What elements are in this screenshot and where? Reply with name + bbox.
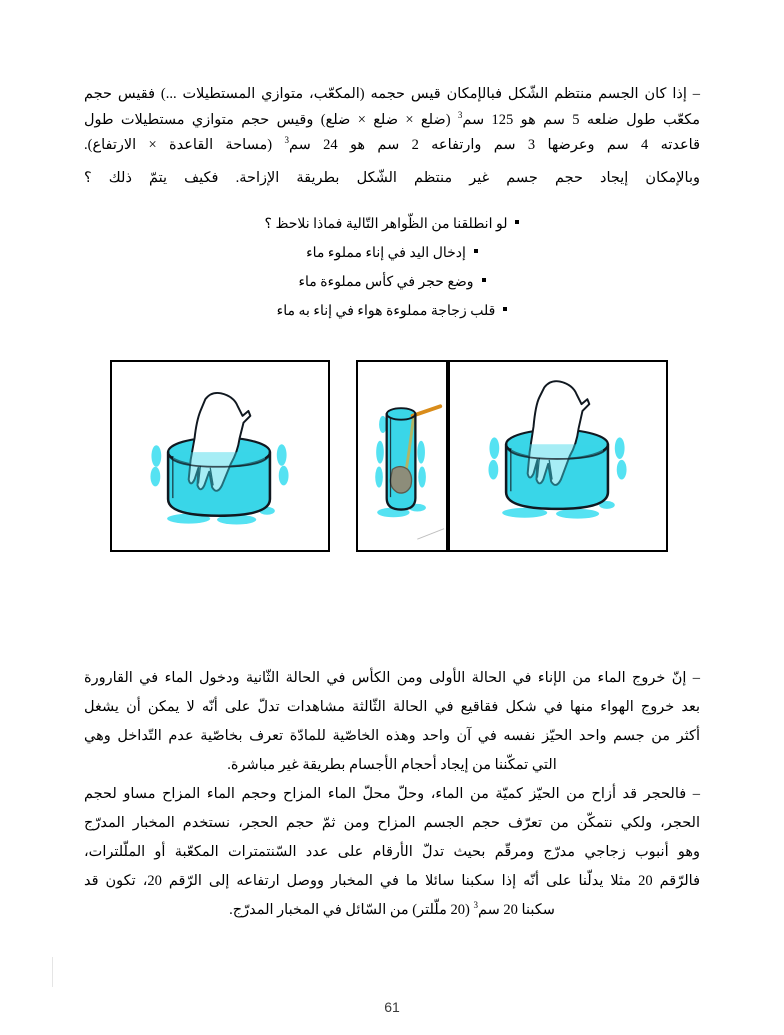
- phenomenon-label: لو انطلقنا من الظّواهر التّالية فماذا نلاحظ ؟: [264, 217, 508, 232]
- page-number: 61: [384, 999, 400, 1015]
- intro-line-2: مكعّب طول ضلعه 5 سم هو 125 سم$^3$ (ضلع × ضلع × ضلع) وقيس حجم متوازي مستطيلات طول: [84, 109, 700, 128]
- list-item: [84, 212, 700, 237]
- list-item: [84, 299, 700, 324]
- list-item: [84, 241, 700, 266]
- explanation-line-7: وهو أنبوب زجاجي مدرّج ومرقّم بحيث تدلّ الأرقام على عدد السّنتمترات المكعّبة أو الملّلترات،: [84, 844, 700, 860]
- explanation-line-3: أكثر من جسم واحد الحيّز نفسه في آن واحد وهذه الخاصّية للمادّة تعرف بخاصّية عدم التّداخل وهي: [84, 728, 700, 744]
- phenomenon-label: وضع حجر في كأس مملوءة ماء: [298, 275, 474, 290]
- figure-panel-stone-in-glass: [356, 360, 448, 552]
- explanation-line-8: فالرّقم 20 مثلا يدلّنا على أنّه إذا سكبنا سائلا ما في المخبار ووصل ارتفاعه إلى الرّقم 20، تكون قد: [84, 873, 700, 889]
- square-bullet-icon: [482, 278, 486, 282]
- explanation-line-5: – فالحجر قد أزاح من الحيّز كميّة من الماء، وحلّ محلّ الماء المزاح وحجم الماء المزاح مساو لحجم: [84, 786, 700, 802]
- explanation-line-1: – إنّ خروج الماء من الإناء في الحالة الأولى ومن الكأس في الحالة الثّانية ودخول الماء في القارورة: [84, 670, 700, 686]
- explanation-paragraph: [84, 664, 700, 925]
- hand-in-basin-illustration-1: [112, 362, 328, 550]
- illustration-strip: [84, 360, 700, 552]
- figure-panel-hand-in-basin-2: [448, 360, 668, 552]
- explanation-line-4: التي تمكّننا من إيجاد أحجام الأجسام بطريقة غير مباشرة.: [227, 757, 557, 773]
- phenomena-list: [84, 212, 700, 328]
- hand-in-basin-illustration-2: [450, 362, 666, 550]
- square-bullet-icon: [503, 307, 507, 311]
- intro-question: وبالإمكان إيجاد حجم جسم غير منتظم الشّكل بطريقة الإزاحة. فكيف يتمّ ذلك ؟: [84, 169, 700, 186]
- intro-line-1: – إذا كان الجسم منتظم الشّكل فبالإمكان قيس حجمه (المكعّب، متوازي المستطيلات ...) فقيس حجم: [84, 86, 700, 102]
- explanation-line-9: سكبنا 20 سم$^3$ (20 ملّلتر) من السّائل في المخبار المدرّج.: [229, 900, 555, 918]
- square-bullet-icon: [474, 249, 478, 253]
- square-bullet-icon: [515, 220, 519, 224]
- phenomenon-label: إدخال اليد في إناء مملوء ماء: [306, 246, 466, 261]
- scan-artifact: [52, 957, 71, 987]
- list-item: [84, 270, 700, 295]
- intro-line-3: قاعدته 4 سم وعرضها 3 سم وارتفاعه 2 سم هو 24 سم$^3$ (مساحة القاعدة × الارتفاع).: [84, 135, 701, 153]
- phenomenon-label: قلب زجاجة مملوءة هواء في إناء به ماء: [276, 304, 496, 319]
- explanation-line-6: الحجر، ولكي نتمكّن من تعرّف حجم الجسم المزاح ومن ثمّ حجم الحجر، نستخدم المخبار المدرّج: [84, 815, 700, 831]
- explanation-line-2: بعد خروج الهواء منها في شكل فقاقيع في الحالة الثّالثة مشاهدات تدلّ على أنّه لا يمكن أن يشغل: [84, 699, 700, 715]
- figure-panel-hand-in-basin-1: [110, 360, 330, 552]
- intro-paragraph: [84, 82, 700, 191]
- stone-in-glass-illustration: [358, 362, 446, 550]
